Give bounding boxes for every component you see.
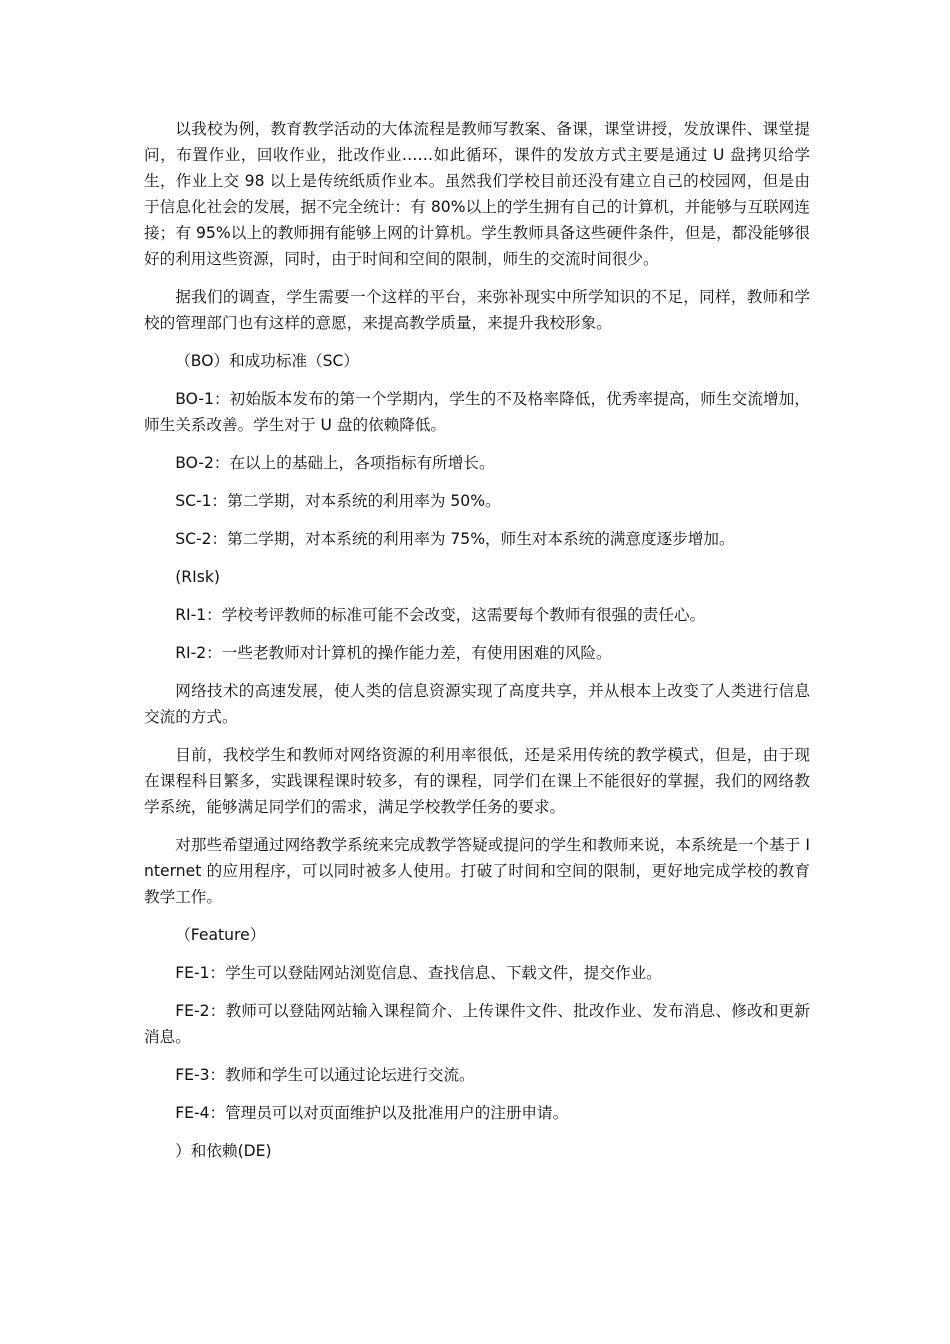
heading-bo-sc: （BO）和成功标准（SC） [175,352,360,370]
paragraph-sc-2: SC-2：第二学期，对本系统的利用率为 75%，师生对本系统的满意度逐步增加。 [175,530,735,548]
paragraph-ri-1: RI-1：学校考评教师的标准可能不会改变，这需要每个教师有很强的责任心。 [175,606,706,624]
document-body [144,116,810,1176]
paragraph-survey: 据我们的调查，学生需要一个这样的平台，来弥补现实中所学知识的不足，同样，教师和学校的管理部门也有这样的意愿，来提高教学质量，来提升我校形象。 [144,288,810,332]
paragraph-bo-1: BO-1：初始版本发布的第一个学期内，学生的不及格率降低，优秀率提高，师生交流增加，师生关系改善。学生对于 U 盘的依赖降低。 [144,390,810,434]
paragraph-workflow: 以我校为例，教育教学活动的大体流程是教师写教案、备课，课堂讲授，发放课件、课堂提问，布置作业，回收作业，批改作业……如此循环，课件的发放方式主要是通过 U 盘拷贝给学生，作业上交 98 以上是传统纸质作业本。虽然我们学校目前还没有建立自己的校园网，但是由于信息化社会的发展，据不完全统计：有 80%以上的学生拥有自己的计算机，并能够与互联网连接；有 95%以上的教师拥有能够上网的计算机。学生教师具备这些硬件条件，但是，都没能够很好的利用这些资源，同时，由于时间和空间的限制，师生的交流时间很少。 [144,120,810,268]
heading-risk: (RIsk) [175,568,220,586]
paragraph-fe-3: FE-3：教师和学生可以通过论坛进行交流。 [175,1066,475,1084]
paragraph-bo-2: BO-2：在以上的基础上，各项指标有所增长。 [175,454,495,472]
heading-feature: （Feature） [175,926,266,944]
paragraph-sc-1: SC-1：第二学期，对本系统的利用率为 50%。 [175,492,501,510]
heading-dependencies: ）和依赖(DE) [175,1142,272,1160]
paragraph-current-state: 目前，我校学生和教师对网络资源的利用率很低，还是采用传统的教学模式，但是，由于现在课程科目繁多，实践课程课时较多，有的课程，同学们在课上不能很好的掌握，我们的网络教学系统，能够满足同学们的需求，满足学校教学任务的要求。 [144,746,810,816]
paragraph-fe-1: FE-1：学生可以登陆网站浏览信息、查找信息、下载文件，提交作业。 [175,964,662,982]
paragraph-fe-2: FE-2：教师可以登陆网站输入课程简介、上传课件文件、批改作业、发布消息、修改和更新消息。 [144,1002,810,1046]
paragraph-fe-4: FE-4：管理员可以对页面维护以及批准用户的注册申请。 [175,1104,569,1122]
paragraph-ri-2: RI-2：一些老教师对计算机的操作能力差，有使用困难的风险。 [175,644,612,662]
paragraph-system-scope: 对那些希望通过网络教学系统来完成教学答疑或提问的学生和教师来说，本系统是一个基于 Internet 的应用程序，可以同时被多人使用。打破了时间和空间的限制，更好地完成学校的教育教学工作。 [144,836,810,906]
paragraph-network-tech: 网络技术的高速发展，使人类的信息资源实现了高度共享，并从根本上改变了人类进行信息交流的方式。 [144,682,810,726]
